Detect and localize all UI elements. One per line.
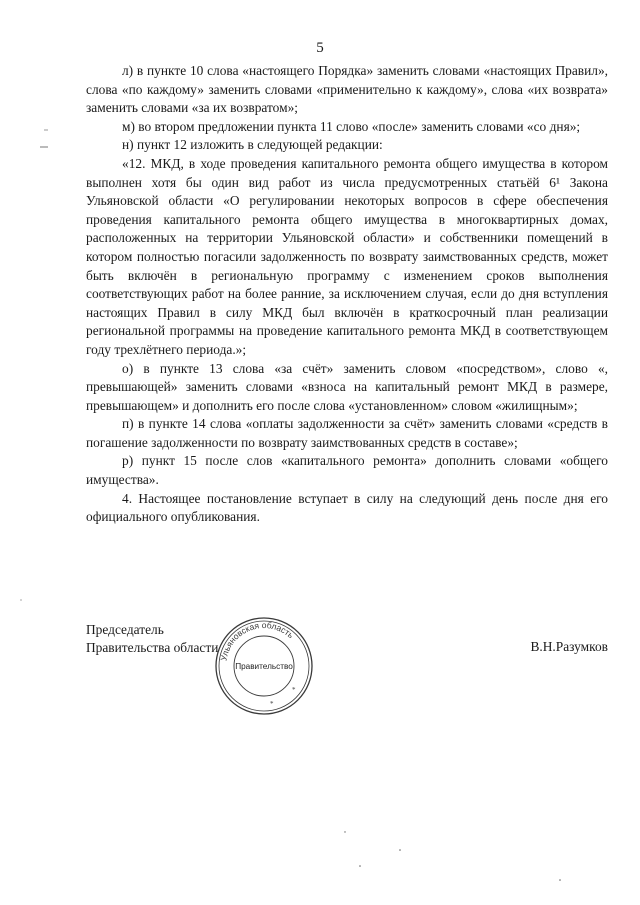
paragraph-12-text: «12. МКД, в ходе проведения капитального ремонта общего имущества в котором выполнен хотя бы один вид работ из числа предусмотренных статьёй 6¹ Закона Ульяновской области «О регулировании некоторых вопросов в сфере обеспечения проведения капитального ремонта общего имущества в многоквартирных домах, расположенных на территории Ульяновской области» и собственники помещений в котором полностью погасили задолженность по возврату заимствованных средств, может быть включён в региональную программу с изменением сроков выполнения соответствующих работ на более ранние, за исключением случая, если до дня вступления настоящих Правил в силу МКД был включён в краткосрочный план реализации региональной программы на проведение капитального ремонта МКД в соответствующем году трехлётнего периода.»; — [86, 155, 608, 357]
stamp-star: * — [292, 686, 296, 694]
paragraph-n: н) пункт 12 изложить в следующей редакции: — [122, 137, 383, 153]
paragraph-o: о) в пункте 13 слова «за счёт» заменить словом «посредством», слово «, превышающей» заменить словами «взноса на капитальный ремонт МКД в размере, превышающем» и дополнить его после слова «установленном» словом «жилищным»; — [86, 360, 608, 413]
paragraph-4: 4. Настоящее постановление вступает в силу на следующий день после дня его официального опубликования. — [86, 490, 608, 525]
stamp-ring-text: Ульяновская область — [218, 619, 296, 662]
paragraph-r: р) пункт 15 после слов «капитального ремонта» дополнить словами «общего имущества». — [86, 453, 608, 488]
document-body — [86, 62, 608, 527]
paragraph-l: л) в пункте 10 слова «настоящего Порядка» заменить словами «настоящих Правил», слова «по каждому» заменить словами «применительно к каждому», слова «их возврата» заменить словами «за их возвратом»; — [86, 63, 608, 116]
signature-title-line1: Председатель — [86, 622, 164, 637]
paragraph-p: п) в пункте 14 слова «оплаты задолженности за счёт» заменить словами «средств в погашение задолженности по возврату заимствованных средств в составе»; — [86, 416, 608, 450]
signatory-name: В.Н.Разумков — [530, 639, 608, 654]
paragraph-m: м) во втором предложении пункта 11 слово «после» заменить словами «со дня»; — [122, 118, 581, 134]
stamp-center-text: Правительство — [235, 662, 293, 671]
official-stamp — [212, 614, 316, 718]
signature-title — [86, 621, 218, 657]
signature-title-line2: Правительства области — [86, 640, 219, 655]
stamp-star: * — [270, 700, 274, 708]
page-number: 5 — [316, 40, 324, 56]
